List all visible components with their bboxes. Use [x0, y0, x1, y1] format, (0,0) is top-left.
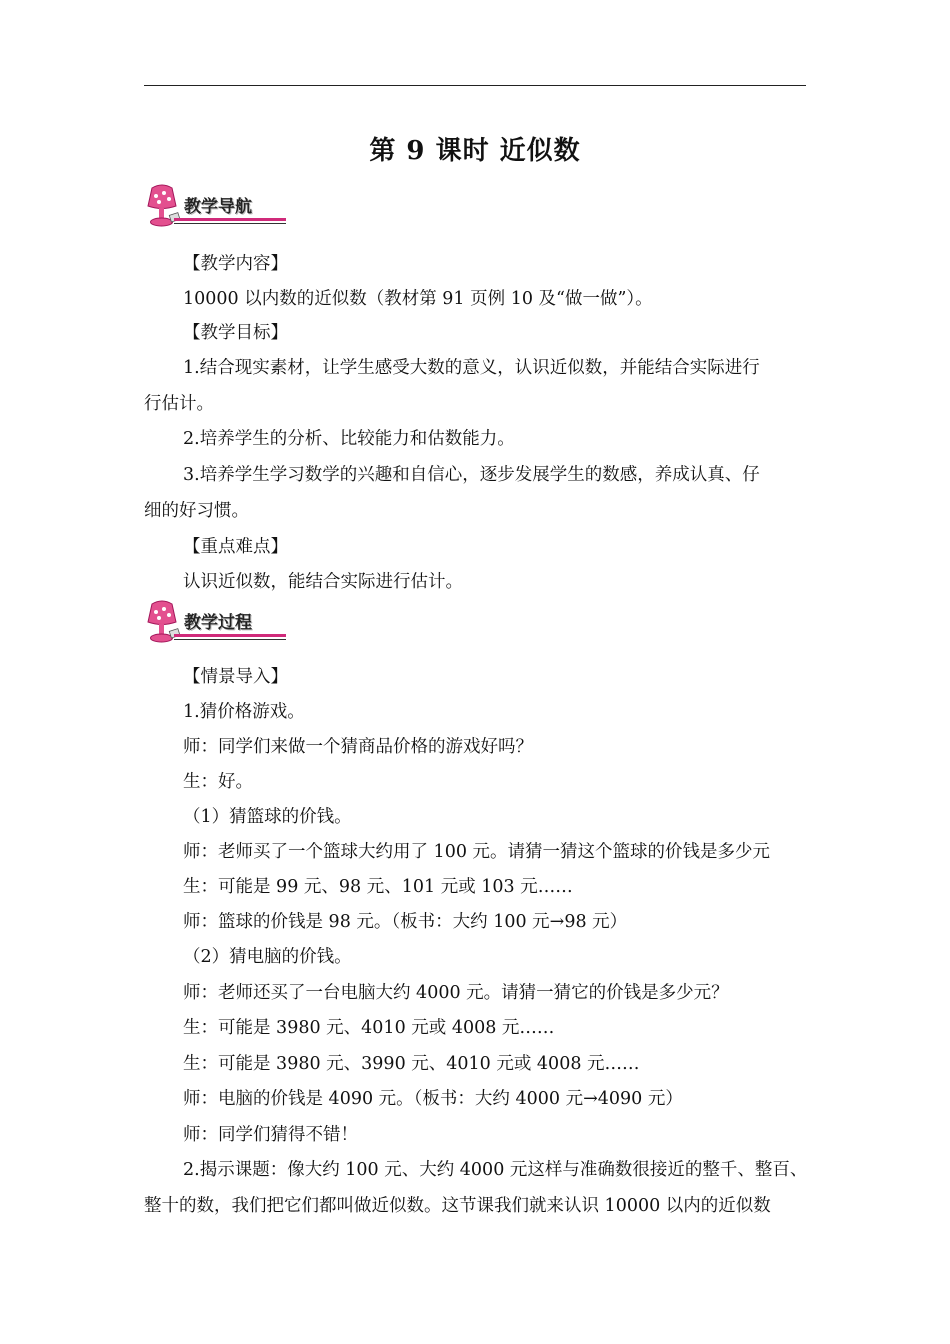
- paragraph-line: 【情景导入】: [183, 667, 288, 687]
- section-banner-process: [144, 600, 290, 644]
- section-banner-guide: [144, 184, 290, 228]
- banner-underline-thin: [174, 639, 286, 640]
- paragraph-line: （2）猜电脑的价钱。: [183, 947, 352, 967]
- paragraph-line: （1）猜篮球的价钱。: [183, 807, 352, 827]
- paragraph-line: 【重点难点】: [183, 537, 288, 557]
- paragraph-line: 师：老师还买了一台电脑大约 4000 元。请猜一猜它的价钱是多少元？: [183, 983, 729, 1003]
- paragraph-line: 生：可能是 3980 元、3990 元、4010 元或 4008 元……: [183, 1054, 640, 1074]
- lamp-icon: [144, 600, 180, 644]
- paragraph-line: 细的好习惯。: [144, 501, 249, 521]
- section-label-process: 教学过程: [184, 613, 252, 633]
- banner-underline: [174, 218, 286, 221]
- paragraph-line: 师：老师买了一个篮球大约用了 100 元。请猜一猜这个篮球的价钱是多少元: [183, 842, 771, 862]
- paragraph-line: 生：可能是 99 元、98 元、101 元或 103 元……: [183, 877, 573, 897]
- paragraph-line: 2.培养学生的分析、比较能力和估数能力。: [183, 429, 515, 449]
- paragraph-line: 整十的数，我们把它们都叫做近似数。这节课我们就来认识 10000 以内的近似数: [144, 1196, 771, 1216]
- paragraph-line: 生：可能是 3980 元、4010 元或 4008 元……: [183, 1018, 555, 1038]
- paragraph-line: 【教学目标】: [183, 323, 288, 343]
- paragraph-line: 【教学内容】: [183, 254, 288, 274]
- paragraph-line: 师：电脑的价钱是 4090 元。（板书：大约 4000 元→4090 元）: [183, 1089, 683, 1109]
- paragraph-line: 3.培养学生学习数学的兴趣和自信心，逐步发展学生的数感，养成认真、仔: [183, 465, 760, 485]
- section-label-guide: 教学导航: [184, 197, 252, 217]
- page-title: 第 9 课时 近似数: [369, 136, 581, 166]
- paragraph-line: 师：同学们来做一个猜商品价格的游戏好吗？: [183, 737, 533, 757]
- paragraph-line: 1.结合现实素材，让学生感受大数的意义，认识近似数，并能结合实际进行: [183, 358, 760, 378]
- paragraph-line: 认识近似数，能结合实际进行估计。: [183, 572, 463, 592]
- top-rule: [144, 85, 806, 86]
- paragraph-line: 师：篮球的价钱是 98 元。（板书：大约 100 元→98 元）: [183, 912, 628, 932]
- paragraph-line: 1.猜价格游戏。: [183, 702, 305, 722]
- banner-underline: [174, 634, 286, 637]
- paragraph-line: 生：好。: [183, 772, 253, 792]
- paragraph-line: 10000 以内数的近似数（教材第 91 页例 10 及“做一做”）。: [183, 289, 653, 309]
- banner-underline-thin: [174, 223, 286, 224]
- paragraph-line: 师：同学们猜得不错！: [183, 1125, 358, 1145]
- lamp-icon: [144, 184, 180, 228]
- paragraph-line: 行估计。: [144, 394, 214, 414]
- paragraph-line: 2.揭示课题：像大约 100 元、大约 4000 元这样与准确数很接近的整千、整百、: [183, 1160, 808, 1180]
